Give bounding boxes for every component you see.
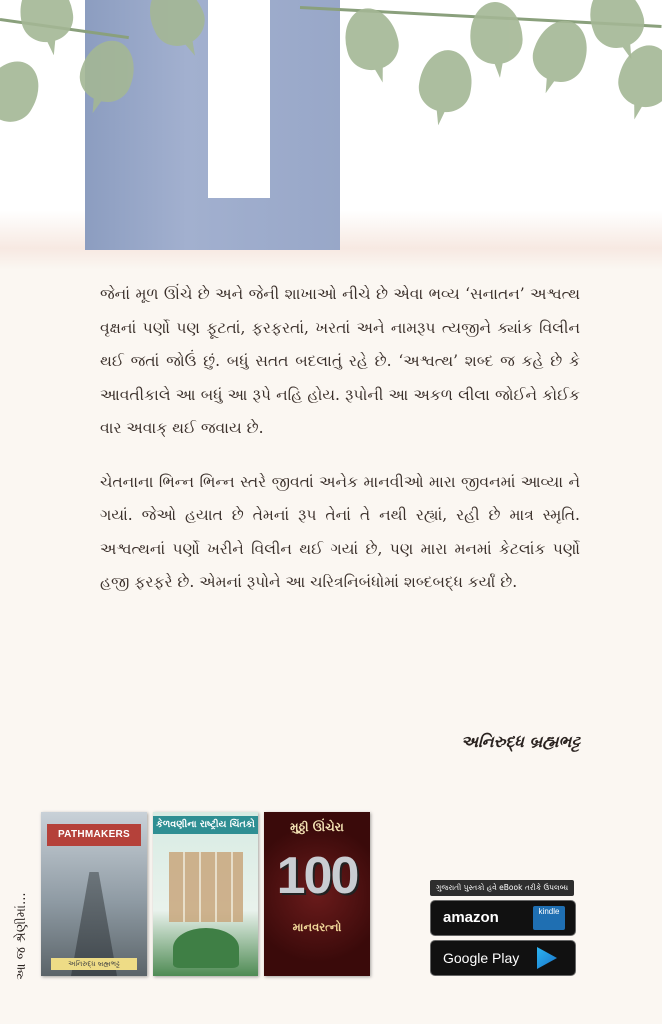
- tree-trunk-gap: [208, 0, 270, 198]
- book-author: અનિરુદ્ધ બ્રહ્મભટ્ટ: [51, 958, 137, 970]
- amazon-label: amazon: [443, 909, 499, 926]
- book-cover-pathmakers[interactable]: [41, 812, 147, 976]
- book-title: મુઠ્ઠી ઊંચેરા: [290, 820, 344, 834]
- series-label: આ જ શ્રેણીમાં...: [14, 892, 29, 980]
- leaf: [0, 51, 50, 131]
- tree-illustration-small: [173, 928, 239, 968]
- book-title: કેળવણીના રાષ્ટ્રીય ચિંતકો: [153, 816, 258, 834]
- blurb-paragraph: ચેતનાના ભિન્ન ભિન્ન સ્તરે જીવતાં અનેક માનવીઓ મારા જીવનમાં આવ્યા ને ગયાં. જેઓ હયાત છે તેમનાં રૂપ તેનાં તે નથી રહ્યાં, રહી છે માત્ર સ્મૃતિ. અશ્વત્થનાં પર્ણો ખરીને વિલીન થઈ ગયાં છે, પણ મારા મનમાં કેટલાંક પર્ણો હજી ફરફરે છે. એમનાં રૂપોને આ ચરિત્રનિબંધોમાં શબ્દબદ્ધ કર્યાં છે.: [100, 472, 580, 591]
- author-name: અનિરુદ્ધ બ્રહ્મભટ્ટ: [461, 732, 580, 751]
- book-subtitle: માનવરત્નો: [292, 920, 342, 934]
- amazon-kindle-button[interactable]: [430, 900, 576, 936]
- google-play-label: Google Play: [443, 950, 520, 966]
- blurb: [100, 278, 580, 620]
- tree-illustration: [0, 0, 662, 270]
- google-play-icon: [537, 947, 557, 969]
- book-cover-100[interactable]: [264, 812, 370, 976]
- ebook-note: ગુજરાતી પુસ્તકો હવે eBook તરીકે ઉપલબ્ધ: [430, 880, 574, 896]
- leaf: [613, 39, 662, 112]
- book-cover-kelavani[interactable]: [153, 812, 258, 976]
- leaf: [467, 0, 524, 66]
- book-title: PATHMAKERS: [47, 824, 141, 846]
- leaf: [415, 46, 477, 116]
- leaf: [15, 0, 77, 46]
- google-play-button[interactable]: [430, 940, 576, 976]
- blurb-paragraph: જેનાં મૂળ ઊંચે છે અને જેની શાખાઓ નીચે છે એવા ભવ્ય ‘સનાતન’ અશ્વત્થ વૃક્ષનાં પર્ણો પણ ફૂટતાં, ફરફરતાં, ખરતાં અને નામરૂપ ત્યજીને ક્યાંક વિલીન થઈ જતાં જોઉં છું. બધું સતત બદલાતું રહે છે. ‘અશ્વત્થ’ શબ્દ જ કહે છે કે આવતીકાલે આ બધું આ રૂપે નહિ હોય. રૂપોની આ અકળ લીલા જોઈને કોઈક વાર અવાક્ થઈ જવાય છે.: [100, 285, 580, 437]
- kindle-icon: kindle: [533, 906, 565, 930]
- portraits-grid: [169, 852, 243, 922]
- leaf: [526, 13, 596, 89]
- book-number: 100: [276, 847, 358, 905]
